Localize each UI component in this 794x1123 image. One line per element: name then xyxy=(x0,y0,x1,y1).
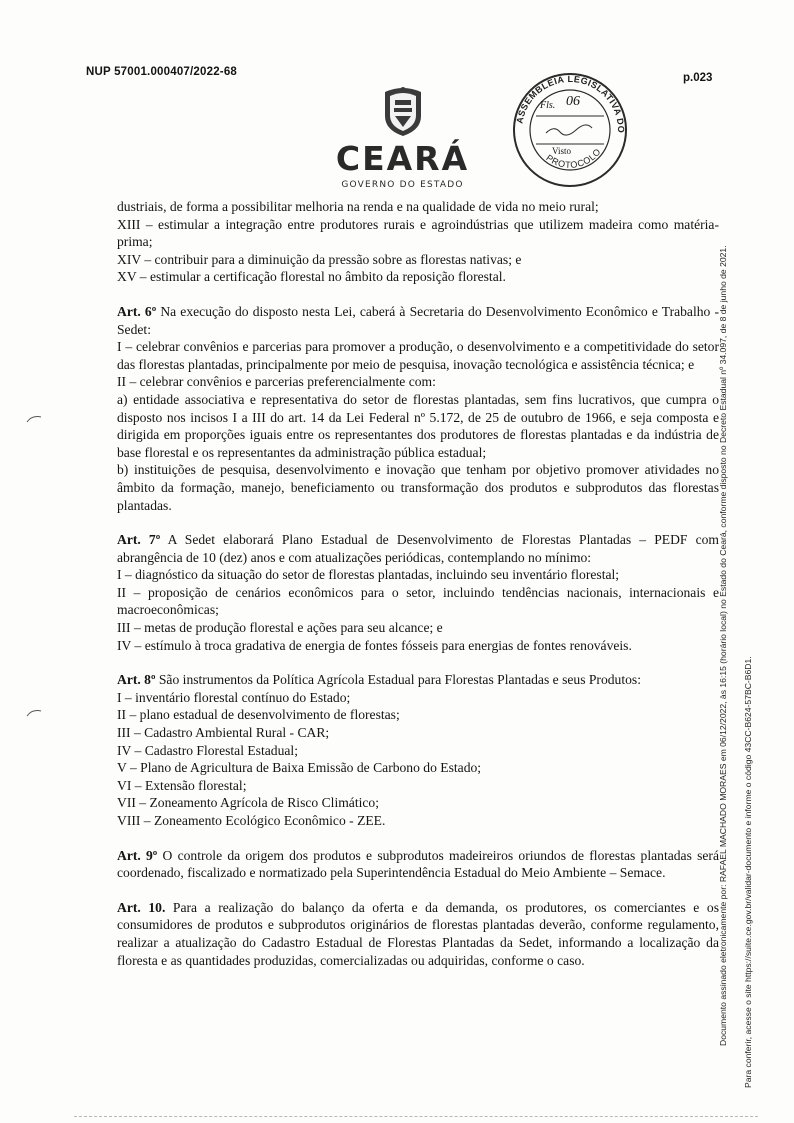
stamp-visto-label: Visto xyxy=(552,146,571,156)
stamp-fls-label: Fls. xyxy=(540,100,556,111)
article-item: b) instituições de pesquisa, desenvolvimento e inovação que tenham por objetivo promover atividades no âmbito da formação, manejo, beneficiamento ou transformação dos produtos e subprodutos das florestas plantadas. xyxy=(117,462,719,513)
stamp-fls-value: 06 xyxy=(566,94,580,109)
article-label: Art. 10. xyxy=(117,899,166,915)
article-7: Art. 7º A Sedet elaborará Plano Estadual de Desenvolvimento de Florestas Plantadas – PEDF com abrangência de 10 (dez) anos e com atualizações periódicas, contemplando no mínimo: xyxy=(117,532,719,565)
article-item: III – metas de produção florestal e ações para seu alcance; e xyxy=(117,620,443,636)
article-item: I – celebrar convênios e parcerias para promover a produção, o desenvolvimento e a competitividade do setor das florestas plantadas, principalmente por meio de pesquisa, inovação tecnológica e assistência técnica; e xyxy=(117,339,719,372)
article-item: III – Cadastro Ambiental Rural - CAR; xyxy=(117,725,330,741)
article-item: II – plano estadual de desenvolvimento de florestas; xyxy=(117,707,400,723)
article-item: V – Plano de Agricultura de Baixa Emissão de Carbono do Estado; xyxy=(117,760,482,776)
ceara-crest-icon xyxy=(381,86,425,138)
margin-tick-icon xyxy=(26,414,42,424)
article-8: Art. 8º São instrumentos da Política Agrícola Estadual para Florestas Plantadas e seus Produtos: xyxy=(117,672,641,688)
article-item: VII – Zoneamento Agrícola de Risco Climático; xyxy=(117,795,379,811)
signature-note: Documento assinado eletronicamente por: RAFAEL MACHADO MORAES em 06/12/2022, às 16:15 (horário local) no Estado do Ceará, conforme disposto no Decreto Estadual nº 34.097, de 8 de junho de 2021. xyxy=(718,245,728,1046)
paragraph: XIII – estimular a integração entre produtores rurais e agroindústrias que utilizem madeira como matéria-prima; xyxy=(117,216,719,250)
margin-tick-icon xyxy=(26,708,42,718)
article-item: I – diagnóstico da situação do setor de florestas plantadas, incluindo seu inventário florestal; xyxy=(117,567,620,583)
stamp-seal-icon xyxy=(510,70,630,190)
article-item: IV – Cadastro Florestal Estadual; xyxy=(117,742,298,758)
article-item: a) entidade associativa e representativa do setor de florestas plantadas, sem fins lucrativos, que cumpra o disposto nos incisos I a III do art. 14 da Lei Federal nº 5.172, de 25 de outubro de 1966, e seja composta e dirigida em proporções iguais entre os representantes dos produtores de florestas plantadas e da indústria de base florestal e os representantes da administração pública estadual; xyxy=(117,391,719,460)
process-number: NUP 57001.000407/2022-68 xyxy=(86,66,238,78)
article-label: Art. 6º xyxy=(117,303,157,319)
article-label: Art. 7º xyxy=(117,532,161,548)
article-item: VI – Extensão florestal; xyxy=(117,777,247,793)
paragraph: XV – estimular a certificação florestal no âmbito da reposição florestal. xyxy=(117,269,506,285)
article-6: Art. 6º Na execução do disposto nesta Lei, caberá à Secretaria do Desenvolvimento Econômico e Trabalho - Sedet: xyxy=(117,303,719,337)
stamp-bottom-text: PROTOCOLO xyxy=(544,146,603,171)
article-10: Art. 10. Para a realização do balanço da oferta e da demanda, os produtores, os comerciantes e os consumidores de produtos e subprodutos originários de florestas plantadas deverão, conforme regulamento, realizar a atualização do Cadastro Estadual de Florestas Plantadas da Sedet, informando a localização da floresta e as quantidades produzidas, comercializadas ou adquiridas, conforme o caso. xyxy=(117,899,719,968)
verification-note: Para conferir, acesse o site https://suite.ce.gov.br/validar-documento e informe o código 43CC-B624-57BC-B6D1. xyxy=(743,656,753,1088)
logo-subtitle: GOVERNO DO ESTADO xyxy=(341,180,464,190)
article-item: II – proposição de cenários econômicos para o setor, incluindo tendências nacionais, internacionais e macroeconômicas; xyxy=(117,584,719,618)
article-item: I – inventário florestal contínuo do Estado; xyxy=(117,689,351,705)
article-label: Art. 9º xyxy=(117,847,158,863)
bottom-divider xyxy=(74,1116,758,1117)
page-number: p.023 xyxy=(683,72,713,84)
document-body xyxy=(117,198,719,969)
article-item: IV – estímulo à troca gradativa de energia de fontes fósseis para energias de fontes renováveis. xyxy=(117,637,632,653)
paragraph: dustriais, de forma a possibilitar melhoria na renda e na qualidade de vida no meio rural; xyxy=(117,199,599,214)
paragraph: XIV – contribuir para a diminuição da pressão sobre as florestas nativas; e xyxy=(117,251,522,267)
article-label: Art. 8º xyxy=(117,672,156,688)
logo-wordmark: CEARÁ xyxy=(335,139,470,178)
article-item: II – celebrar convênios e parcerias preferencialmente com: xyxy=(117,374,436,390)
stamp-ring-text: ASSEMBLEIA LEGISLATIVA DO xyxy=(514,73,627,134)
protocol-stamp xyxy=(510,70,630,190)
article-item: VIII – Zoneamento Ecológico Econômico - ZEE. xyxy=(117,813,386,828)
article-9: Art. 9º O controle da origem dos produtos e subprodutos madeireiros oriundos de florestas plantadas será coordenado, fiscalizado e normatizado pela Superintendência Estadual do Meio Ambiente – Semace. xyxy=(117,847,719,881)
